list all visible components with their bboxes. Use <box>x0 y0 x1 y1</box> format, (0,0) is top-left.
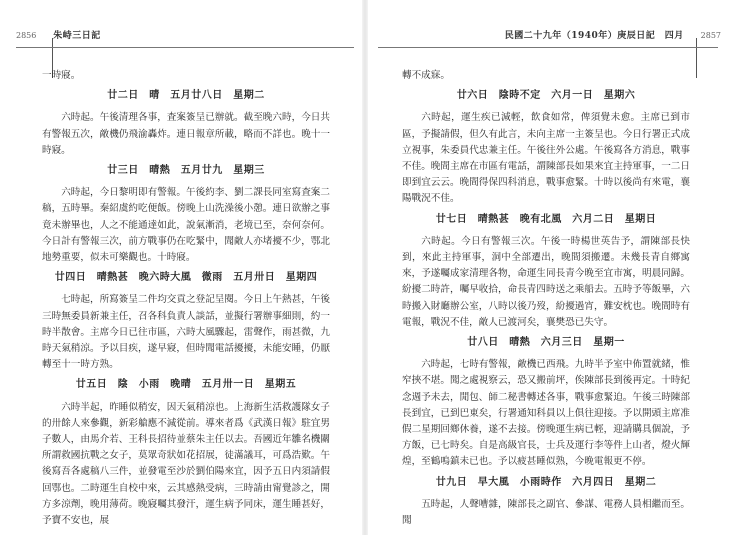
right-page-number: 2857 <box>700 31 721 40</box>
diary-paragraph: 六時半起，昨睡似稍安，因天氣稍涼也。上海新生活救護隊女子的卅餘人來參觀，新彩艙應不減從前。導來者爲《武漢日報》駐宜男子數人，由馬介若、王科長招待並蔡朱主任以去。吾國近年雛名機關所謂救國抗戰之女子，莫眾奇狀如花招展，徒滿議耳，可爲浩歎。午後寫吾各處稿八三件，並發電至沙於劉伯陽來宜，因予五日内須請假回鄂也。二時運生自校中來，云其感熱受病，三時請由甯覺診之，開方多涼劑，晚用薄荷。晚寢囑其發汗，運生病予同床，運生睡甚好，予寶不安也，展 <box>42 401 330 527</box>
right-running-title: 民國二十九年（1940年）庚辰日記 四月 <box>504 31 684 41</box>
diary-paragraph: 轉不成寐。 <box>402 70 450 81</box>
left-page-number: 2856 <box>16 31 37 40</box>
diary-paragraph: 六時起，今日黎明即有警報。午後約李、劉二課長同室寫査案二稿，五時畢。秦紹虞約吃便飯。傍晚上山洗澡後小憩。連日欲辦之事竟未辦畢也，人之不能通達如此，說氣漸消，老境已至，奈何奈何。今日計有警報三次，前方戰事仍在吃緊中，聞敵人亦堵擾不少，鄂北地勢重要，似未可樂觀也。十時寢。 <box>42 187 330 264</box>
diary-entry-heading: 廿四日 晴熱甚 晚六時大風 微雨 五月卅日 星期四 <box>54 272 318 284</box>
left-header-rule <box>16 47 354 48</box>
diary-paragraph: 六時起，運生疾已減輕，飲食如常，俾須覺未愈。主席已到市區，予擬請假，但久有此言，未向主席一主簽呈也。今日行署正式成立視事，朱委員代忠兼主任。午後往外公處。午後寫各方消息，戰事不佳。晚間主席在市區有電話，謂陳部長如果來宜主持軍事，一二日即到宜云云。晚間得保四科消息，戰事愈緊。十時以後尚有來電，襄陽戰況不佳。 <box>402 112 690 205</box>
diary-paragraph: 五時起，人聲嘈雜，陳部長之副官、參謀、電務人員相繼而至。聞 <box>402 498 690 527</box>
left-running-title: 朱峙三日記 <box>53 31 101 41</box>
diary-paragraph: 七時起，所寫簽呈二件均交貢之登記呈閱。今日上午熱甚，午後三時無委員新兼主任，召各科負責人談話，並擬行署辦事細則，約一時半散會。主席今日已往市區，六時大風驟起，雷聲作，雨甚微，九時天氣稍涼。予以目疾，遂早寢，但時聞電話擾擾，未能安睡，仍厭轉至十一時方熟。 <box>42 294 330 371</box>
diary-entry-heading: 廿五日 陰 小雨 晚晴 五月卅一日 星期五 <box>75 379 297 391</box>
right-page <box>370 0 729 535</box>
diary-entry-heading: 廿三日 晴熱 五月廿九 星期三 <box>107 165 265 177</box>
left-page-text <box>42 68 330 529</box>
book-gutter <box>362 0 368 535</box>
diary-entry-heading: 廿七日 晴熱甚 晚有北風 六月二日 星期日 <box>435 213 657 225</box>
right-header-rule <box>378 47 718 48</box>
diary-entry-heading: 廿六日 陰時不定 六月一日 星期六 <box>456 90 636 102</box>
diary-entry-heading: 廿八日 晴熱 六月三日 星期一 <box>467 337 625 349</box>
diary-entry-heading: 廿二日 晴 五月廿八日 星期二 <box>107 90 265 102</box>
left-page-header <box>16 28 101 41</box>
right-page-text <box>402 68 690 529</box>
diary-paragraph: 六時起，七時有警報，敵機已西飛。九時半予室中佈置就緒，惟窄挾不堪。聞之處視察云，恐又搬前坪，俟陳部長到後再定。十時紀念週予未去，閒包、師二秘書轉述各事，戰事愈緊迫。午後三時陳部長到宜，已到巴東矣，行署通知科員以上俱往迎接。予以開頭主席准假二星期回鄉休養，遂不去接。傍晚運生病已輕，迎請購具個說，予方飯，已七時矣。自是高級官長，士兵及運行李等件上山者，燈火輝煌，至鶴嗚鎮未已也。予以疲甚睡似熟，今晚電報更不停。 <box>402 359 690 468</box>
diary-paragraph: 一時寢。 <box>42 70 81 81</box>
diary-entry-heading: 廿九日 早大風 小雨時作 六月四日 星期二 <box>435 476 657 488</box>
diary-paragraph: 六時起。午後清理各事，査案簽呈已辦就。截至晚六時，今日共有警報五次，敵機仍飛渝轟炸。連日報章所載，略而不詳也。晚十一時寢。 <box>42 112 330 156</box>
right-header-divider <box>696 38 697 78</box>
right-page-header <box>505 28 721 41</box>
diary-paragraph: 六時起。今日有警報三次。午後一時楊世英告予，謂陳部長快到，來此主持軍事，洞中全部遷出，晚間須搬遷。未幾長青自鄉寓來，予遂囑成家清理各物，命運生同長青今晚至宜市寓，明晨同歸。紛擾二時許，囑早收拾，命長青四時送之乘船去。五時予等飯畢，六時搬入財廳辦公室，八時以後乃歿，紛擾過宵，難安枕也。晚間時有電報，戰況不佳，敵人已渡河矣，襄樊恐已失守。 <box>402 235 690 328</box>
left-page <box>0 0 360 535</box>
